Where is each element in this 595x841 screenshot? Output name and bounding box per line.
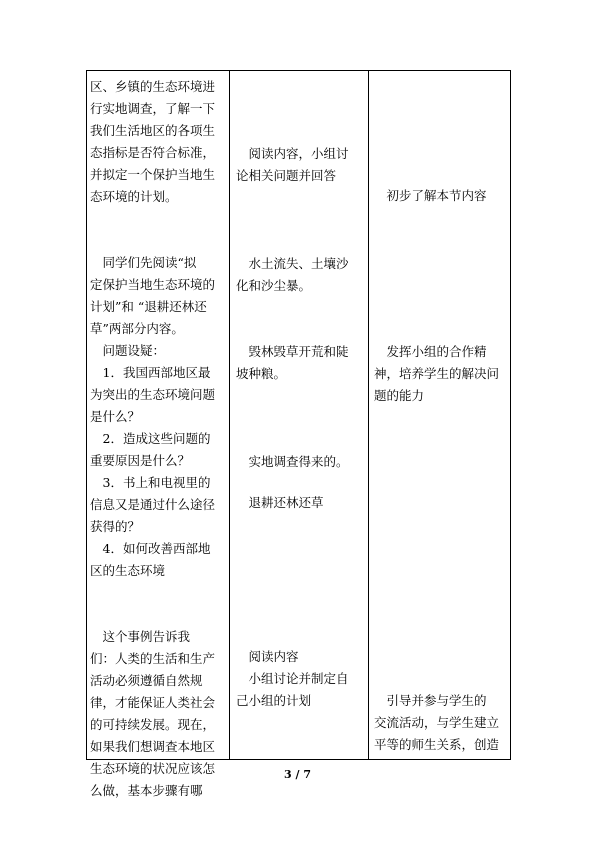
student-text-line: 化和沙尘暴。: [236, 278, 312, 293]
teacher-text-line: 如果我们想调查本地区: [90, 739, 216, 754]
teacher-text-line: 4．如何改善西部地: [90, 541, 211, 556]
teacher-text-line: 计划”和 “退耕还林还: [90, 299, 207, 314]
teacher-text-line: 信息又是通过什么途径: [90, 497, 216, 512]
teacher-text-line: 的可持续发展。现在，: [90, 717, 216, 732]
teacher-text-line: 区、乡镇的生态环境进: [90, 79, 216, 94]
design-text-line: 发挥小组的合作精: [374, 344, 487, 359]
teacher-text-line: 定保护当地生态环境的: [90, 277, 216, 292]
design-text-line: 神，培养学生的解决问: [374, 366, 500, 381]
teacher-text-line: 态环境的计划。: [90, 189, 178, 204]
student-text-line: 退耕还林还草: [236, 495, 324, 510]
teacher-text-line: 为突出的生态环境问题: [90, 387, 216, 402]
design-text-line: 平等的师生关系，创造: [374, 737, 500, 752]
teacher-text-line: 1．我国西部地区最: [90, 365, 211, 380]
teacher-text-line: 是什么？: [90, 409, 141, 424]
teacher-text-line: 获得的？: [90, 519, 141, 534]
design-text-line: 交流活动，与学生建立: [374, 715, 500, 730]
student-text-line: 小组讨论并制定自: [236, 671, 349, 686]
page-number: 3 / 7: [284, 768, 311, 781]
teacher-text-line: 生态环境的状况应该怎: [90, 761, 216, 776]
column-divider-2: [368, 70, 369, 760]
teacher-text-line: 同学们先阅读“拟: [90, 255, 197, 270]
teacher-text-line: 态指标是否符合标准，: [90, 145, 216, 160]
student-text-line: 毁林毁草开荒和陡: [236, 344, 349, 359]
student-text-line: 实地调查得来的。: [236, 454, 349, 469]
student-text-line: 己小组的计划: [236, 693, 312, 708]
teacher-text-line: 么做，基本步骤有哪: [90, 783, 203, 798]
student-text-line: 阅读内容，小组讨: [236, 146, 349, 161]
teacher-text-line: 3．书上和电视里的: [90, 475, 211, 490]
column-divider-1: [229, 70, 230, 760]
teacher-text-line: 并拟定一个保护当地生: [90, 167, 216, 182]
design-text-line: 引导并参与学生的: [374, 693, 487, 708]
design-text-line: 题的能力: [374, 388, 425, 403]
teacher-text-line: 重要原因是什么？: [90, 453, 191, 468]
teacher-text-line: 律，才能保证人类社会: [90, 695, 216, 710]
teacher-text-line: 们：人类的生活和生产: [90, 651, 216, 666]
teacher-text-line: 问题设疑：: [90, 343, 166, 358]
teacher-text-line: 行实地调查，了解一下: [90, 101, 216, 116]
teacher-text-line: 这个事例告诉我: [90, 629, 191, 644]
design-text-line: 初步了解本节内容: [374, 188, 487, 203]
student-text-line: 水土流失、土壤沙: [236, 256, 349, 271]
teacher-text-line: 2．造成这些问题的: [90, 431, 211, 446]
student-text-line: 阅读内容: [236, 649, 299, 664]
teacher-text-line: 我们生活地区的各项生: [90, 123, 216, 138]
teacher-text-line: 草”两部分内容。: [90, 321, 184, 336]
student-text-line: 坡种粮。: [236, 366, 287, 381]
teacher-text-line: 区的生态环境: [90, 563, 166, 578]
teacher-text-line: 活动必须遵循自然规: [90, 673, 203, 688]
student-text-line: 论相关问题并回答: [236, 168, 337, 183]
